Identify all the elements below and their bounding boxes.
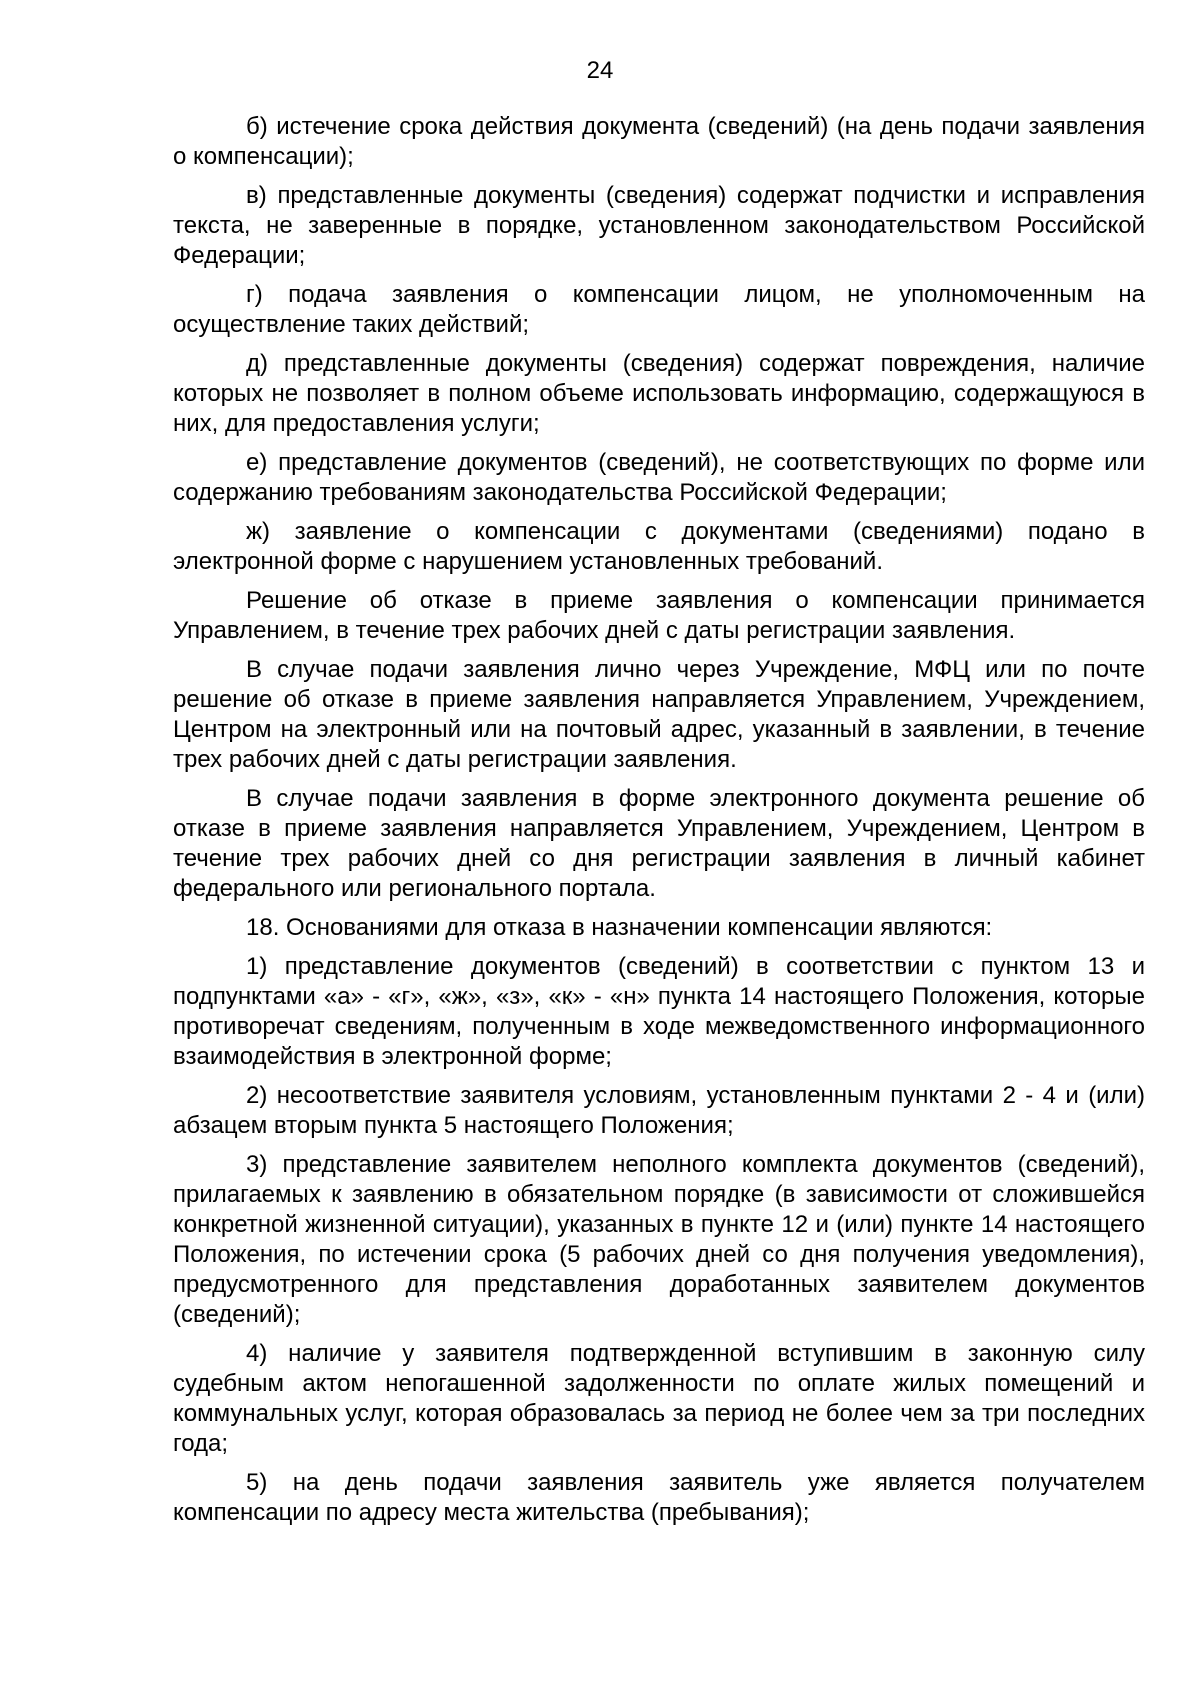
paragraph-in-person-submission: В случае подачи заявления лично через Учреждение, МФЦ или по почте решение об отказе в приеме заявления направляется Управлением, Учреждением, Центром на электронный или на почтовый адрес, указанный в заявлении, в течение трех рабочих дней с даты регистрации заявления. bbox=[173, 656, 1145, 773]
paragraph-item-v: в) представленные документы (сведения) содержат подчистки и исправления текста, не заверенные в порядке, установленном законодательством Российской Федерации; bbox=[173, 182, 1145, 269]
paragraph-item-d: д) представленные документы (сведения) содержат повреждения, наличие которых не позволяет в полном объеме использовать информацию, содержащуюся в них, для предоставления услуги; bbox=[173, 350, 1145, 437]
paragraph-item-b: б) истечение срока действия документа (сведений) (на день подачи заявления о компенсации); bbox=[173, 113, 1145, 170]
document-body bbox=[173, 112, 1145, 1537]
page-number: 24 bbox=[586, 57, 614, 84]
paragraph-ground-1: 1) представление документов (сведений) в соответствии с пунктом 13 и подпунктами «а» - «г», «ж», «з», «к» - «н» пункта 14 настоящего Положения, которые противоречат сведениям, полученным в ходе межведомственного информационного взаимодействия в электронной форме; bbox=[173, 953, 1145, 1070]
paragraph-refusal-decision: Решение об отказе в приеме заявления о компенсации принимается Управлением, в течение трех рабочих дней с даты регистрации заявления. bbox=[173, 587, 1145, 644]
paragraph-ground-5: 5) на день подачи заявления заявитель уже является получателем компенсации по адресу места жительства (пребывания); bbox=[173, 1469, 1145, 1526]
paragraph-ground-4: 4) наличие у заявителя подтвержденной вступившим в законную силу судебным актом непогашенной задолженности по оплате жилых помещений и коммунальных услуг, которая образовалась за период не более чем за три последних года; bbox=[173, 1340, 1145, 1457]
paragraph-electronic-submission: В случае подачи заявления в форме электронного документа решение об отказе в приеме заявления направляется Управлением, Учреждением, Центром в течение трех рабочих дней со дня регистрации заявления в личный кабинет федерального или регионального портала. bbox=[173, 785, 1145, 902]
paragraph-ground-3: 3) представление заявителем неполного комплекта документов (сведений), прилагаемых к заявлению в обязательном порядке (в зависимости от сложившейся конкретной жизненной ситуации), указанных в пункте 12 и (или) пункте 14 настоящего Положения, по истечении срока (5 рабочих дней со дня получения уведомления), предусмотренного для представления доработанных заявителем документов (сведений); bbox=[173, 1151, 1145, 1328]
paragraph-item-e: е) представление документов (сведений), не соответствующих по форме или содержанию требованиям законодательства Российской Федерации; bbox=[173, 449, 1145, 506]
paragraph-item-zh: ж) заявление о компенсации с документами (сведениями) подано в электронной форме с нарушением установленных требований. bbox=[173, 518, 1145, 575]
paragraph-ground-2: 2) несоответствие заявителя условиям, установленным пунктами 2 - 4 и (или) абзацем вторым пункта 5 настоящего Положения; bbox=[173, 1082, 1145, 1139]
paragraph-section-18-heading: 18. Основаниями для отказа в назначении компенсации являются: bbox=[246, 914, 993, 941]
paragraph-item-g: г) подача заявления о компенсации лицом, не уполномоченным на осуществление таких действий; bbox=[173, 281, 1145, 338]
